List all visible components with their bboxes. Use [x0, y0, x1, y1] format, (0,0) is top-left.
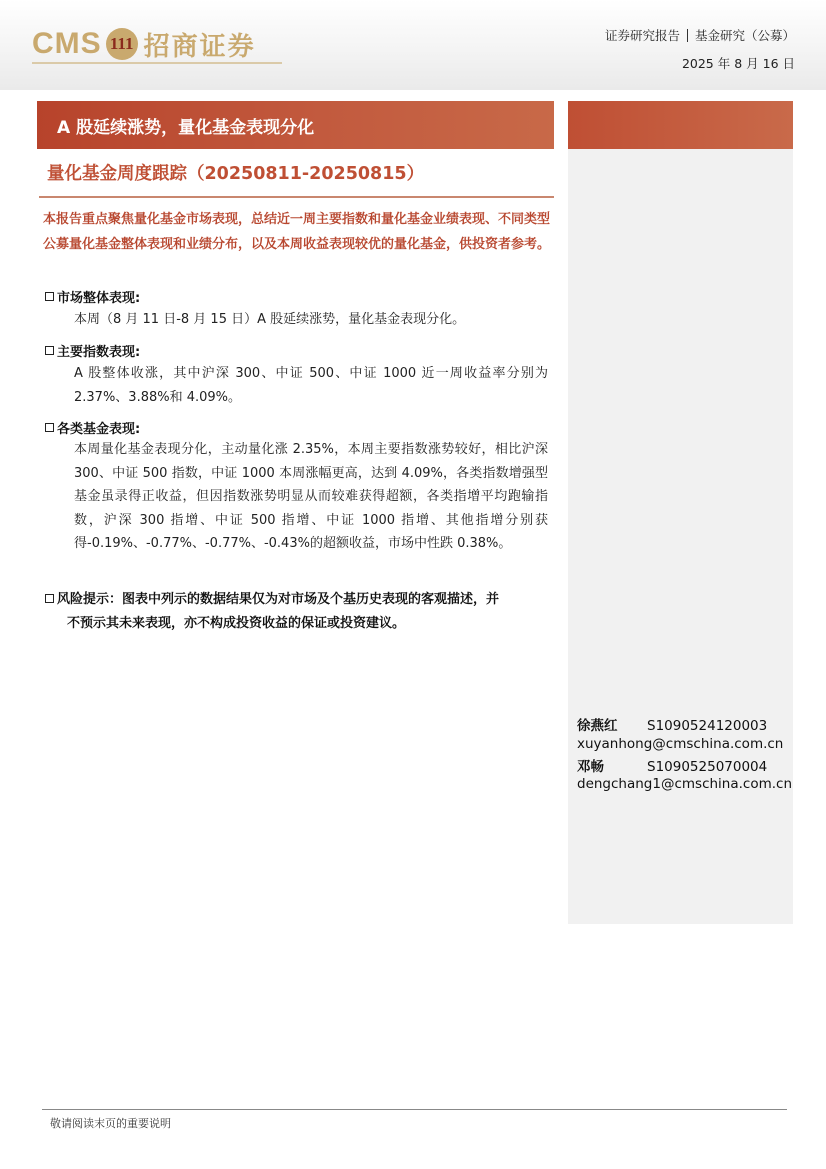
- logo-chinese: 招商证券: [143, 31, 256, 62]
- header-meta: [605, 26, 795, 72]
- section-heading-text: 市场整体表现:: [57, 291, 141, 306]
- title-banner: [37, 101, 554, 149]
- checkbox-bullet-icon: [45, 292, 54, 301]
- footer-rule: [42, 1109, 787, 1110]
- section-body-index: A 股整体收涨，其中沪深 300、中证 500、中证 1000 近一周收益率分别为 2.37%、3.88%和 4.09%。: [74, 366, 548, 405]
- report-type: 证券研究报告: [604, 28, 680, 43]
- analyst-name: 邓畅: [577, 759, 604, 775]
- sidebar-header: [568, 101, 793, 149]
- logo-latin: CMS: [32, 27, 102, 60]
- sidebar-panel: [568, 149, 793, 924]
- section-heading-text: 主要指数表现:: [57, 345, 141, 360]
- section-heading-market: [45, 287, 140, 306]
- subtitle-rule: [39, 196, 554, 198]
- section-heading-text: 各类基金表现:: [57, 422, 141, 437]
- section-heading-funds: [45, 418, 140, 437]
- report-title: A 股延续涨势，量化基金表现分化: [57, 117, 315, 138]
- company-logo: [32, 22, 256, 66]
- footer-note: 敬请阅读末页的重要说明: [50, 1117, 171, 1130]
- checkbox-bullet-icon: [45, 346, 54, 355]
- report-date: 2025 年 8 月 16 日: [681, 56, 795, 71]
- analyst-code: S1090524120003: [647, 718, 768, 734]
- analyst-1: [577, 714, 767, 734]
- report-subtitle: 量化基金周度跟踪（20250811-20250815）: [47, 164, 425, 184]
- checkbox-bullet-icon: [45, 423, 54, 432]
- section-body-market: 本周（8 月 11 日-8 月 15 日）A 股延续涨势，量化基金表现分化。: [74, 312, 466, 327]
- checkbox-bullet-icon: [45, 594, 54, 603]
- analyst-code: S1090525070004: [647, 759, 768, 775]
- analyst-2-email[interactable]: dengchang1@cmschina.com.cn: [577, 776, 793, 792]
- section-body-funds: 本周量化基金表现分化，主动量化涨 2.35%，本周主要指数涨势较好，相比沪深 300、中证 500 指数，中证 1000 本周涨幅更高，达到 4.09%，各类指数增强型基金虽录得正收益，但因指数涨势明显从而较难获得超额，各类指增平均跑输指数，沪深 300 指增、中证 500 指增、中证 1000 指增、其他指增分别获得-0.19%、-0.77%、-0.77%、-0.43%的超额收益，市场中性跌 0.38%。: [74, 442, 548, 551]
- logo-underline: [32, 62, 282, 64]
- risk-line-1: 风险提示：图表中列示的数据结果仅为对市场及个基历史表现的客观描述，并: [57, 592, 500, 607]
- logo-badge-icon: 111: [106, 28, 138, 60]
- risk-warning: [45, 588, 551, 635]
- analyst-name: 徐燕红: [577, 718, 618, 734]
- analyst-2: [577, 755, 767, 775]
- risk-line-2: 不预示其未来表现，亦不构成投资收益的保证或投资建议。: [67, 615, 406, 631]
- divider: [687, 29, 688, 42]
- section-heading-index: [45, 341, 140, 360]
- analyst-1-email[interactable]: xuyanhong@cmschina.com.cn: [577, 736, 784, 752]
- summary-paragraph: 本报告重点聚焦量化基金市场表现，总结近一周主要指数和量化基金业绩表现、不同类型公募量化基金整体表现和业绩分布，以及本周收益表现较优的量化基金，供投资者参考。: [43, 212, 551, 252]
- report-category: 基金研究（公募）: [694, 28, 795, 43]
